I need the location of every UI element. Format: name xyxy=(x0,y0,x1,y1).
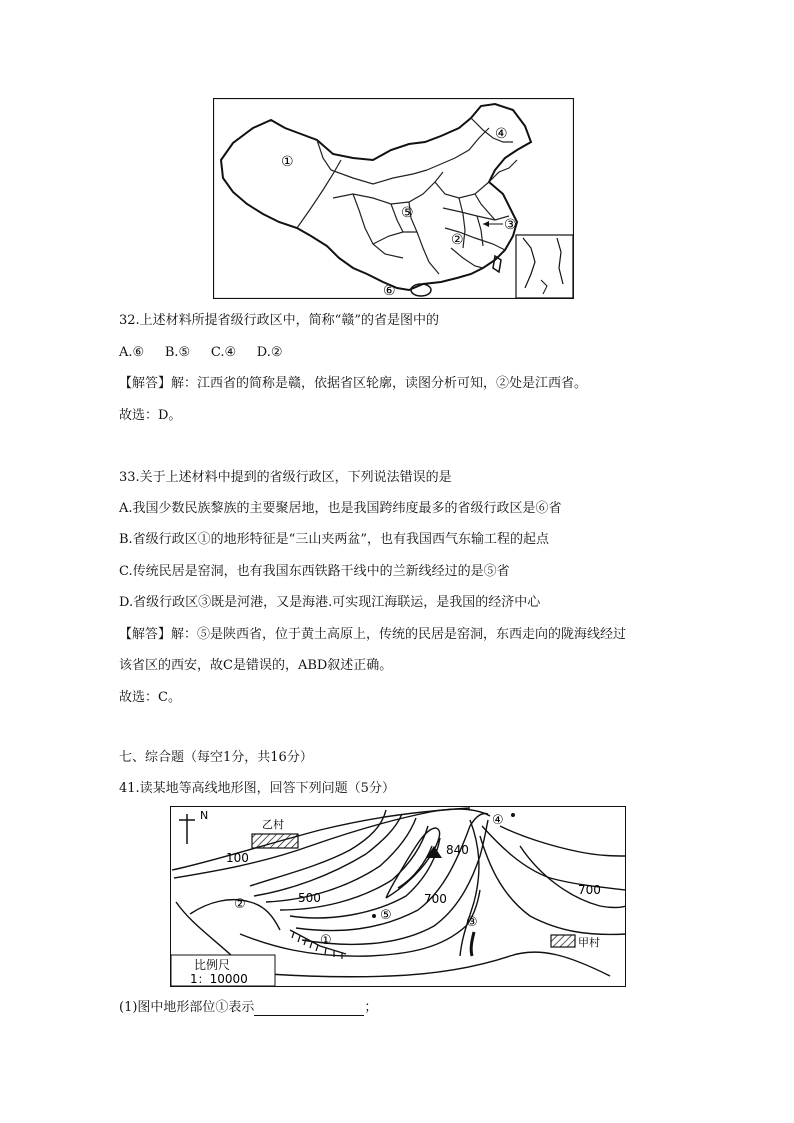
scale-title: 比例尺 xyxy=(194,958,231,972)
map-marker-5: ⑤ xyxy=(401,205,414,221)
scale-value: 1：10000 xyxy=(190,972,248,986)
china-map-figure xyxy=(213,98,574,299)
q32-stem: 32.上述材料所提省级行政区中，简称“赣”的省是图中的 xyxy=(119,313,439,328)
contour-marker-1: ① xyxy=(320,933,332,948)
map-marker-1: ① xyxy=(281,154,294,170)
q41-sub1 xyxy=(119,1000,377,1016)
village-yi-symbol xyxy=(252,834,298,848)
q33-answer-line1: 【解答】解：⑤是陕西省，位于黄土高原上，传统的民居是窑洞，东西走向的陇海线经过 xyxy=(119,627,627,642)
section-7-title: 七、综合题（每空1分，共16分） xyxy=(119,750,313,765)
contour-marker-5: ⑤ xyxy=(380,908,392,923)
peak-elevation-label: 840 xyxy=(446,843,469,857)
q41-sub1-end: ； xyxy=(364,1000,378,1015)
contour-label-100: 100 xyxy=(226,851,249,865)
q33-option-c: C.传统民居是窑洞，也有我国东西铁路干线中的兰新线经过的是⑤省 xyxy=(119,564,510,579)
point-5-dot xyxy=(372,914,376,918)
contour-marker-3: ③ xyxy=(466,915,478,930)
contour-label-700-a: 700 xyxy=(424,892,447,906)
contour-label-700-b: 700 xyxy=(578,883,601,897)
q32-options: A.⑥ B.⑤ C.④ D.② xyxy=(119,345,283,360)
q32-choice: 故选：D。 xyxy=(119,408,182,423)
north-label: N xyxy=(200,809,209,822)
answer-blank[interactable] xyxy=(254,1003,364,1016)
village-jia-symbol xyxy=(551,935,575,947)
map-marker-2: ② xyxy=(451,232,464,248)
q41-stem: 41.读某地等高线地形图，回答下列问题（5分） xyxy=(119,781,395,796)
map-marker-6: ⑥ xyxy=(383,283,396,299)
contour-marker-2: ② xyxy=(234,897,246,912)
q33-option-a: A.我国少数民族黎族的主要聚居地，也是我国跨纬度最多的省级行政区是⑥省 xyxy=(119,501,562,516)
map-marker-4: ④ xyxy=(495,126,508,142)
q33-answer-line2: 该省区的西安，故C是错误的，ABD叙述正确。 xyxy=(119,658,393,673)
q41-sub1-text: (1)图中地形部位①表示 xyxy=(119,1000,255,1015)
map-marker-3: ③ xyxy=(504,217,517,233)
point-4-dot xyxy=(511,813,515,817)
q33-option-b: B.省级行政区①的地形特征是“三山夹两盆”，也有我国西气东输工程的起点 xyxy=(119,532,549,547)
q32-answer: 【解答】解：江西省的简称是赣，依据省区轮廓，读图分析可知，②处是江西省。 xyxy=(119,376,588,391)
q33-option-d: D.省级行政区③既是河港，又是海港.可实现江海联运，是我国的经济中心 xyxy=(119,595,541,610)
contour-map-figure xyxy=(170,806,626,987)
contour-marker-4: ④ xyxy=(492,813,504,828)
contour-label-500: 500 xyxy=(298,891,321,905)
q33-stem: 33.关于上述材料中提到的省级行政区，下列说法错误的是 xyxy=(119,470,452,485)
south-china-sea-inset xyxy=(516,235,573,298)
village-yi-label: 乙村 xyxy=(262,818,284,831)
q33-choice: 故选：C。 xyxy=(119,690,181,705)
village-jia-label: 甲村 xyxy=(578,936,600,949)
